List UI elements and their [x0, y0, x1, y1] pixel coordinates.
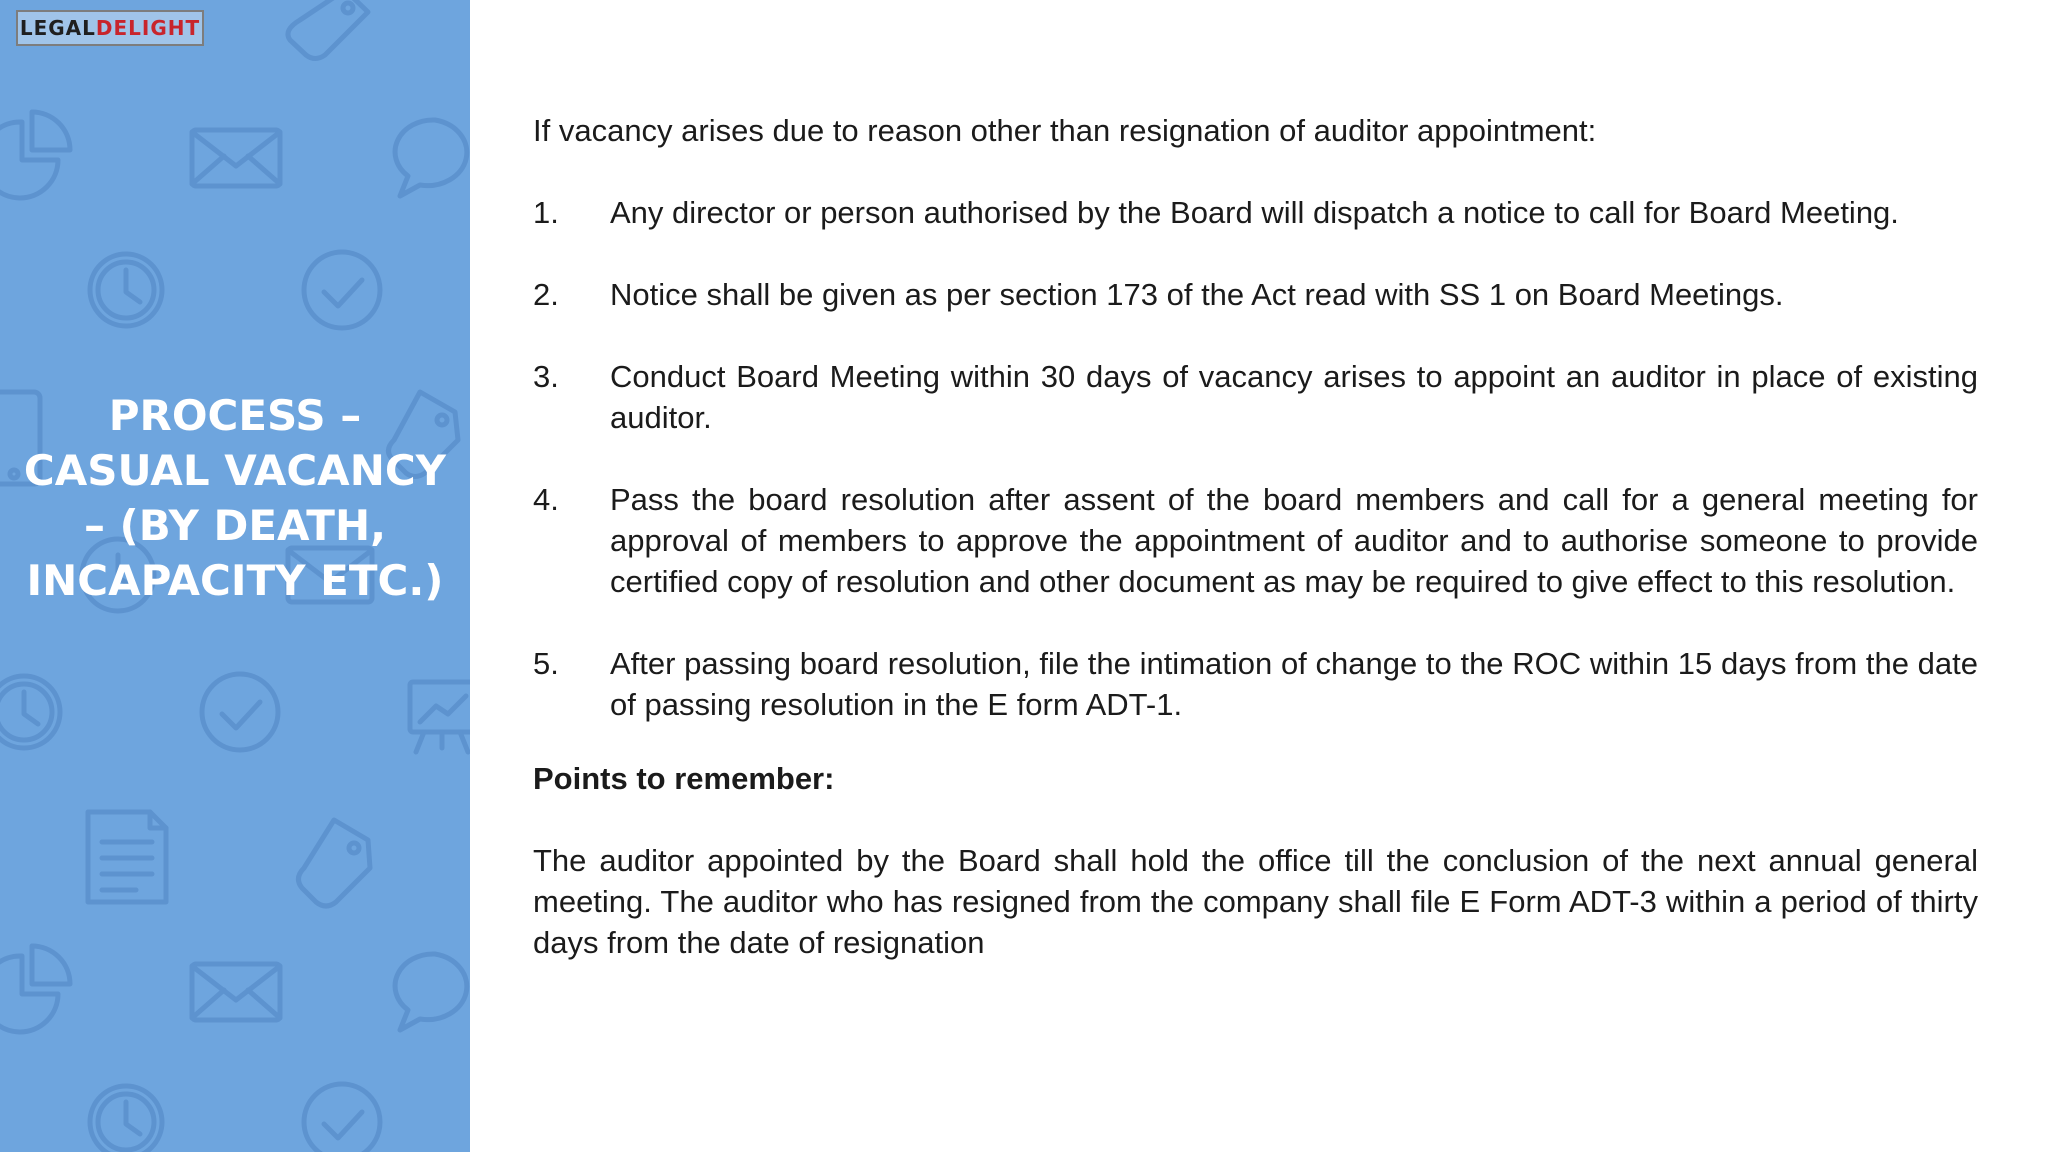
legal-delight-logo: [16, 10, 204, 46]
list-item: [533, 643, 1978, 725]
intro-text: If vacancy arises due to reason other than resignation of auditor appointment:: [533, 113, 1597, 148]
envelope-icon: [192, 130, 280, 186]
slide-content: [533, 110, 1978, 963]
list-item: [533, 192, 1978, 233]
slide-title: PROCESS – CASUAL VACANCY – (BY DEATH, INCAPACITY ETC.): [23, 391, 447, 605]
list-item-number: 4.: [533, 482, 559, 517]
list-item-text: Conduct Board Meeting within 30 days of vacancy arises to appoint an auditor in place of existing auditor.: [610, 359, 1978, 435]
speech-bubble-icon: [395, 954, 467, 1030]
logo-text-delight: DELIGHT: [95, 16, 201, 40]
list-item-number: 1.: [533, 195, 559, 230]
list-item: [533, 274, 1978, 315]
pie-chart-icon: [0, 112, 70, 198]
points-to-remember-text: The auditor appointed by the Board shall hold the office till the conclusion of the next annual general meeting. The auditor who has resigned from the company shall file E Form ADT-3 within a period of thirty days from the date of resignation: [533, 843, 1978, 960]
list-item-text: After passing board resolution, file the intimation of change to the ROC within 15 days from the date of passing resolution in the E form ADT-1.: [610, 646, 1978, 722]
list-item-number: 3.: [533, 359, 559, 394]
clock-icon: [0, 676, 60, 748]
list-item-text: Pass the board resolution after assent of the board members and call for a general meeting for approval of members to approve the appointment of auditor and to authorise someone to provide certified copy of resolution and other document as may be required to give effect to this resolution.: [610, 482, 1978, 599]
checkmark-circle-icon: [202, 674, 278, 750]
clock-icon: [90, 1086, 162, 1152]
list-item-number: 5.: [533, 646, 559, 681]
list-item-text: Notice shall be given as per section 173 of the Act read with SS 1 on Board Meetings.: [610, 277, 1784, 312]
speech-bubble-icon: [395, 120, 467, 196]
list-item-number: 2.: [533, 277, 559, 312]
list-item: [533, 356, 1978, 438]
pie-chart-icon: [0, 946, 70, 1032]
checkmark-circle-icon: [304, 252, 380, 328]
document-icon: [88, 812, 166, 902]
checkmark-circle-icon: [304, 1084, 380, 1152]
sidebar-panel: [0, 0, 470, 1152]
presentation-board-icon: [410, 682, 470, 752]
points-to-remember-heading: Points to remember:: [533, 761, 835, 796]
tag-icon: [298, 820, 370, 906]
clock-icon: [90, 254, 162, 326]
envelope-icon: [192, 964, 280, 1020]
logo-text-legal: LEGAL: [19, 16, 96, 40]
tag-icon: [288, 0, 368, 59]
list-item-text: Any director or person authorised by the Board will dispatch a notice to call for Board Meeting.: [610, 195, 1899, 230]
list-item: [533, 479, 1978, 602]
